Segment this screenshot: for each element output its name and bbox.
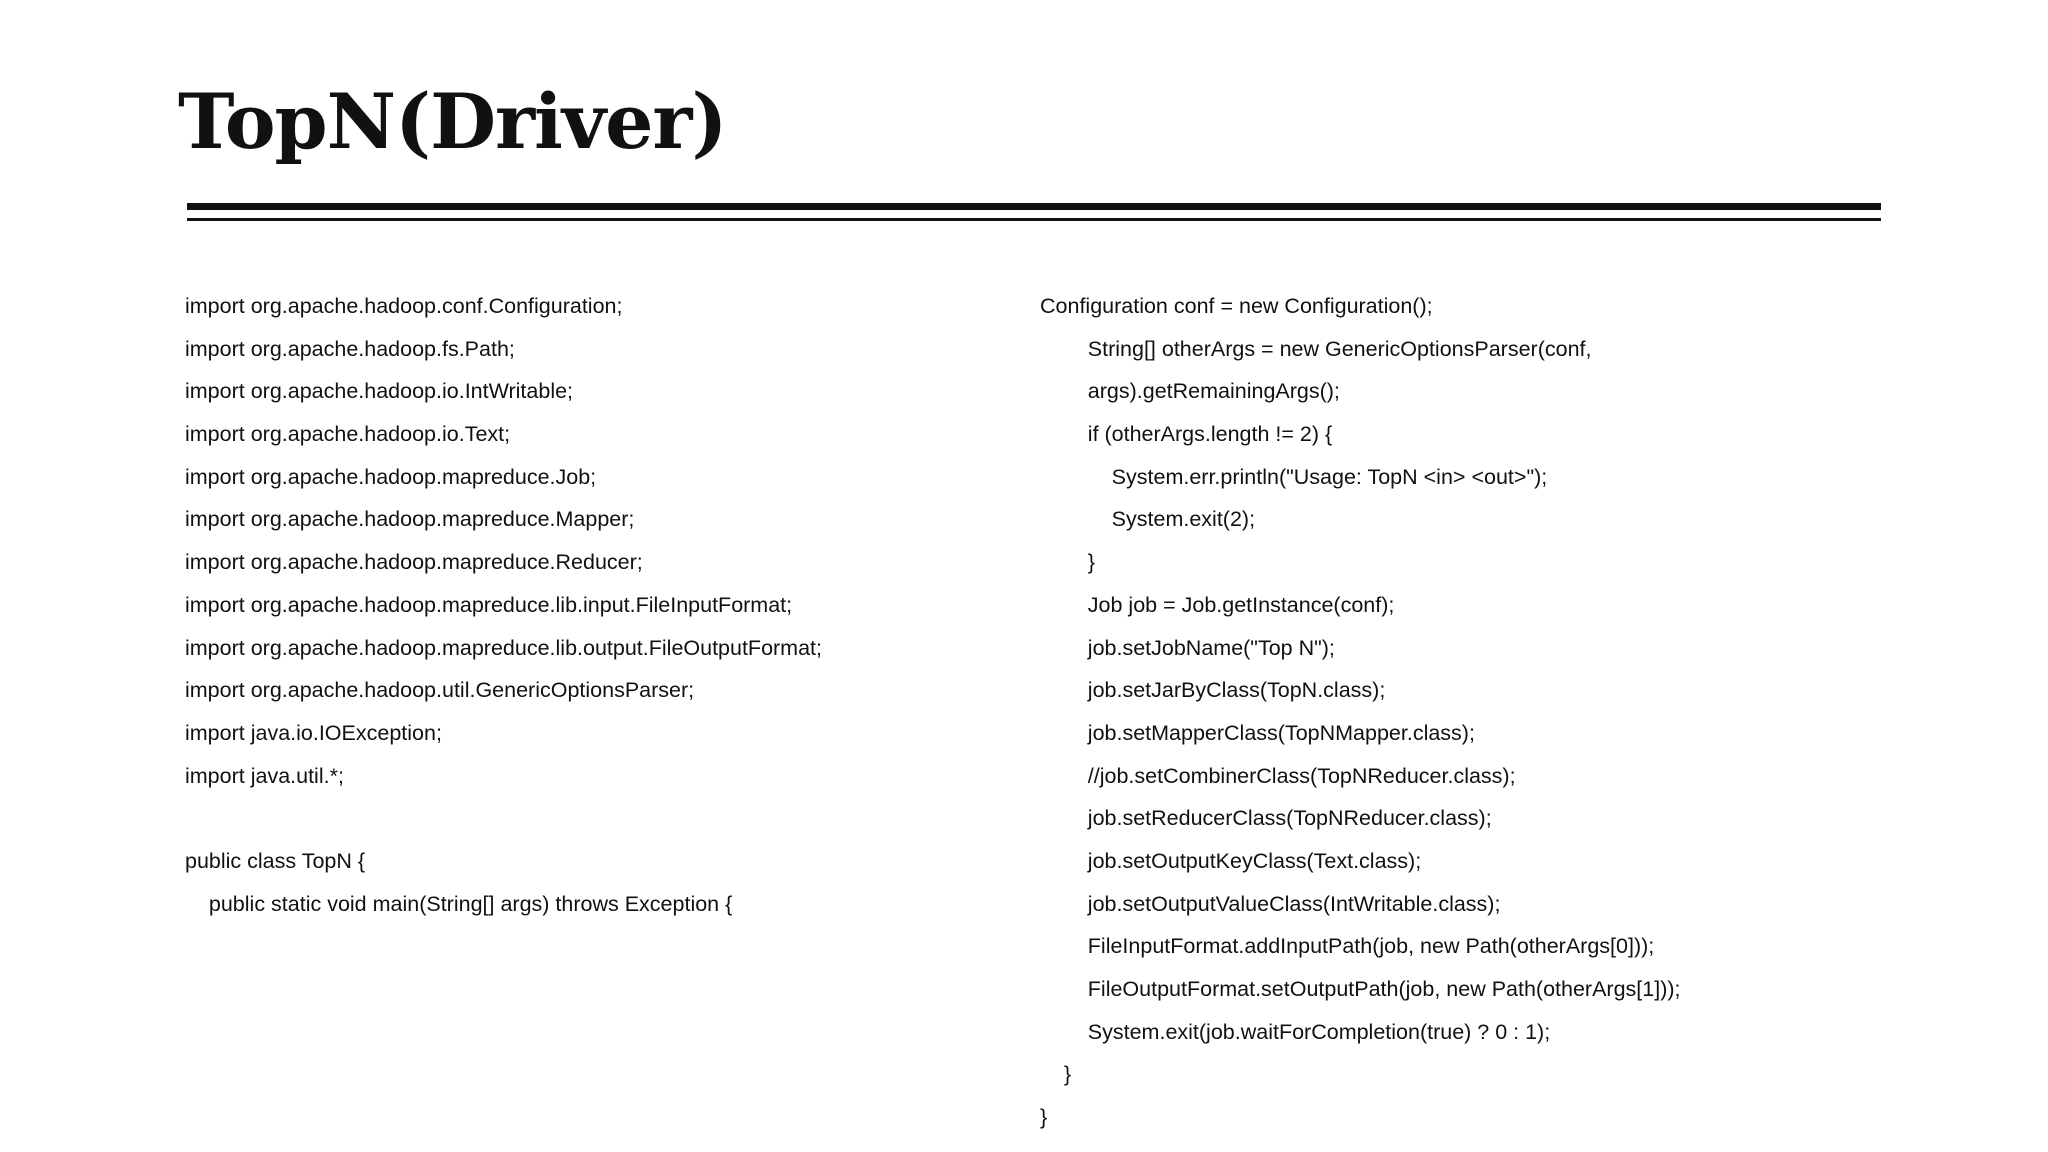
code-line: Configuration conf = new Configuration(); — [1040, 294, 1433, 318]
code-line: if (otherArgs.length != 2) { — [1040, 422, 1333, 447]
code-line: job.setOutputValueClass(IntWritable.class); — [1040, 891, 1501, 916]
code-line: } — [1040, 550, 1095, 575]
code-line: import org.apache.hadoop.io.Text; — [185, 422, 511, 447]
code-line: import java.io.IOException; — [185, 720, 442, 745]
title-divider-thin — [187, 218, 1881, 221]
code-line-blank — [185, 797, 1005, 840]
title-divider-thick — [187, 203, 1881, 210]
code-line: import java.util.*; — [185, 763, 344, 788]
code-line: public class TopN { — [185, 848, 366, 873]
slide-title: TopN(Driver) — [178, 77, 727, 166]
code-line: FileOutputFormat.setOutputPath(job, new Path(otherArgs[1])); — [1040, 977, 1681, 1001]
code-line: System.err.println("Usage: TopN <in> <out>"); — [1040, 464, 1548, 489]
code-line: //job.setCombinerClass(TopNReducer.class); — [1040, 763, 1516, 788]
code-line: } — [1040, 1062, 1072, 1087]
code-column-right — [1040, 285, 1940, 1139]
code-line: job.setReducerClass(TopNReducer.class); — [1040, 806, 1492, 831]
code-line: import org.apache.hadoop.fs.Path; — [185, 336, 515, 361]
code-line: job.setMapperClass(TopNMapper.class); — [1040, 720, 1475, 745]
code-line: import org.apache.hadoop.conf.Configuration; — [185, 294, 623, 318]
code-line: System.exit(job.waitForCompletion(true) ? 0 : 1); — [1040, 1019, 1551, 1044]
code-line: String[] otherArgs = new GenericOptionsParser(conf, — [1040, 336, 1592, 361]
code-line: job.setOutputKeyClass(Text.class); — [1040, 848, 1422, 873]
code-line: import org.apache.hadoop.mapreduce.lib.output.FileOutputFormat; — [185, 635, 823, 660]
code-line: public static void main(String[] args) throws Exception { — [185, 891, 733, 916]
code-line: Job job = Job.getInstance(conf); — [1040, 592, 1395, 617]
code-line: System.exit(2); — [1040, 507, 1256, 532]
code-line: import org.apache.hadoop.mapreduce.lib.input.FileInputFormat; — [185, 592, 793, 617]
code-line: args).getRemainingArgs(); — [1040, 379, 1340, 404]
code-line: } — [1040, 1105, 1048, 1130]
code-line: job.setJarByClass(TopN.class); — [1040, 678, 1386, 703]
code-line: import org.apache.hadoop.util.GenericOptionsParser; — [185, 678, 695, 703]
code-line: job.setJobName("Top N"); — [1040, 635, 1335, 660]
code-line: import org.apache.hadoop.mapreduce.Reducer; — [185, 550, 643, 575]
code-line: import org.apache.hadoop.mapreduce.Mapper; — [185, 507, 635, 532]
code-line: import org.apache.hadoop.mapreduce.Job; — [185, 464, 597, 489]
code-column-left — [185, 285, 1005, 925]
code-line: FileInputFormat.addInputPath(job, new Path(otherArgs[0])); — [1040, 934, 1655, 959]
code-line: import org.apache.hadoop.io.IntWritable; — [185, 379, 574, 404]
